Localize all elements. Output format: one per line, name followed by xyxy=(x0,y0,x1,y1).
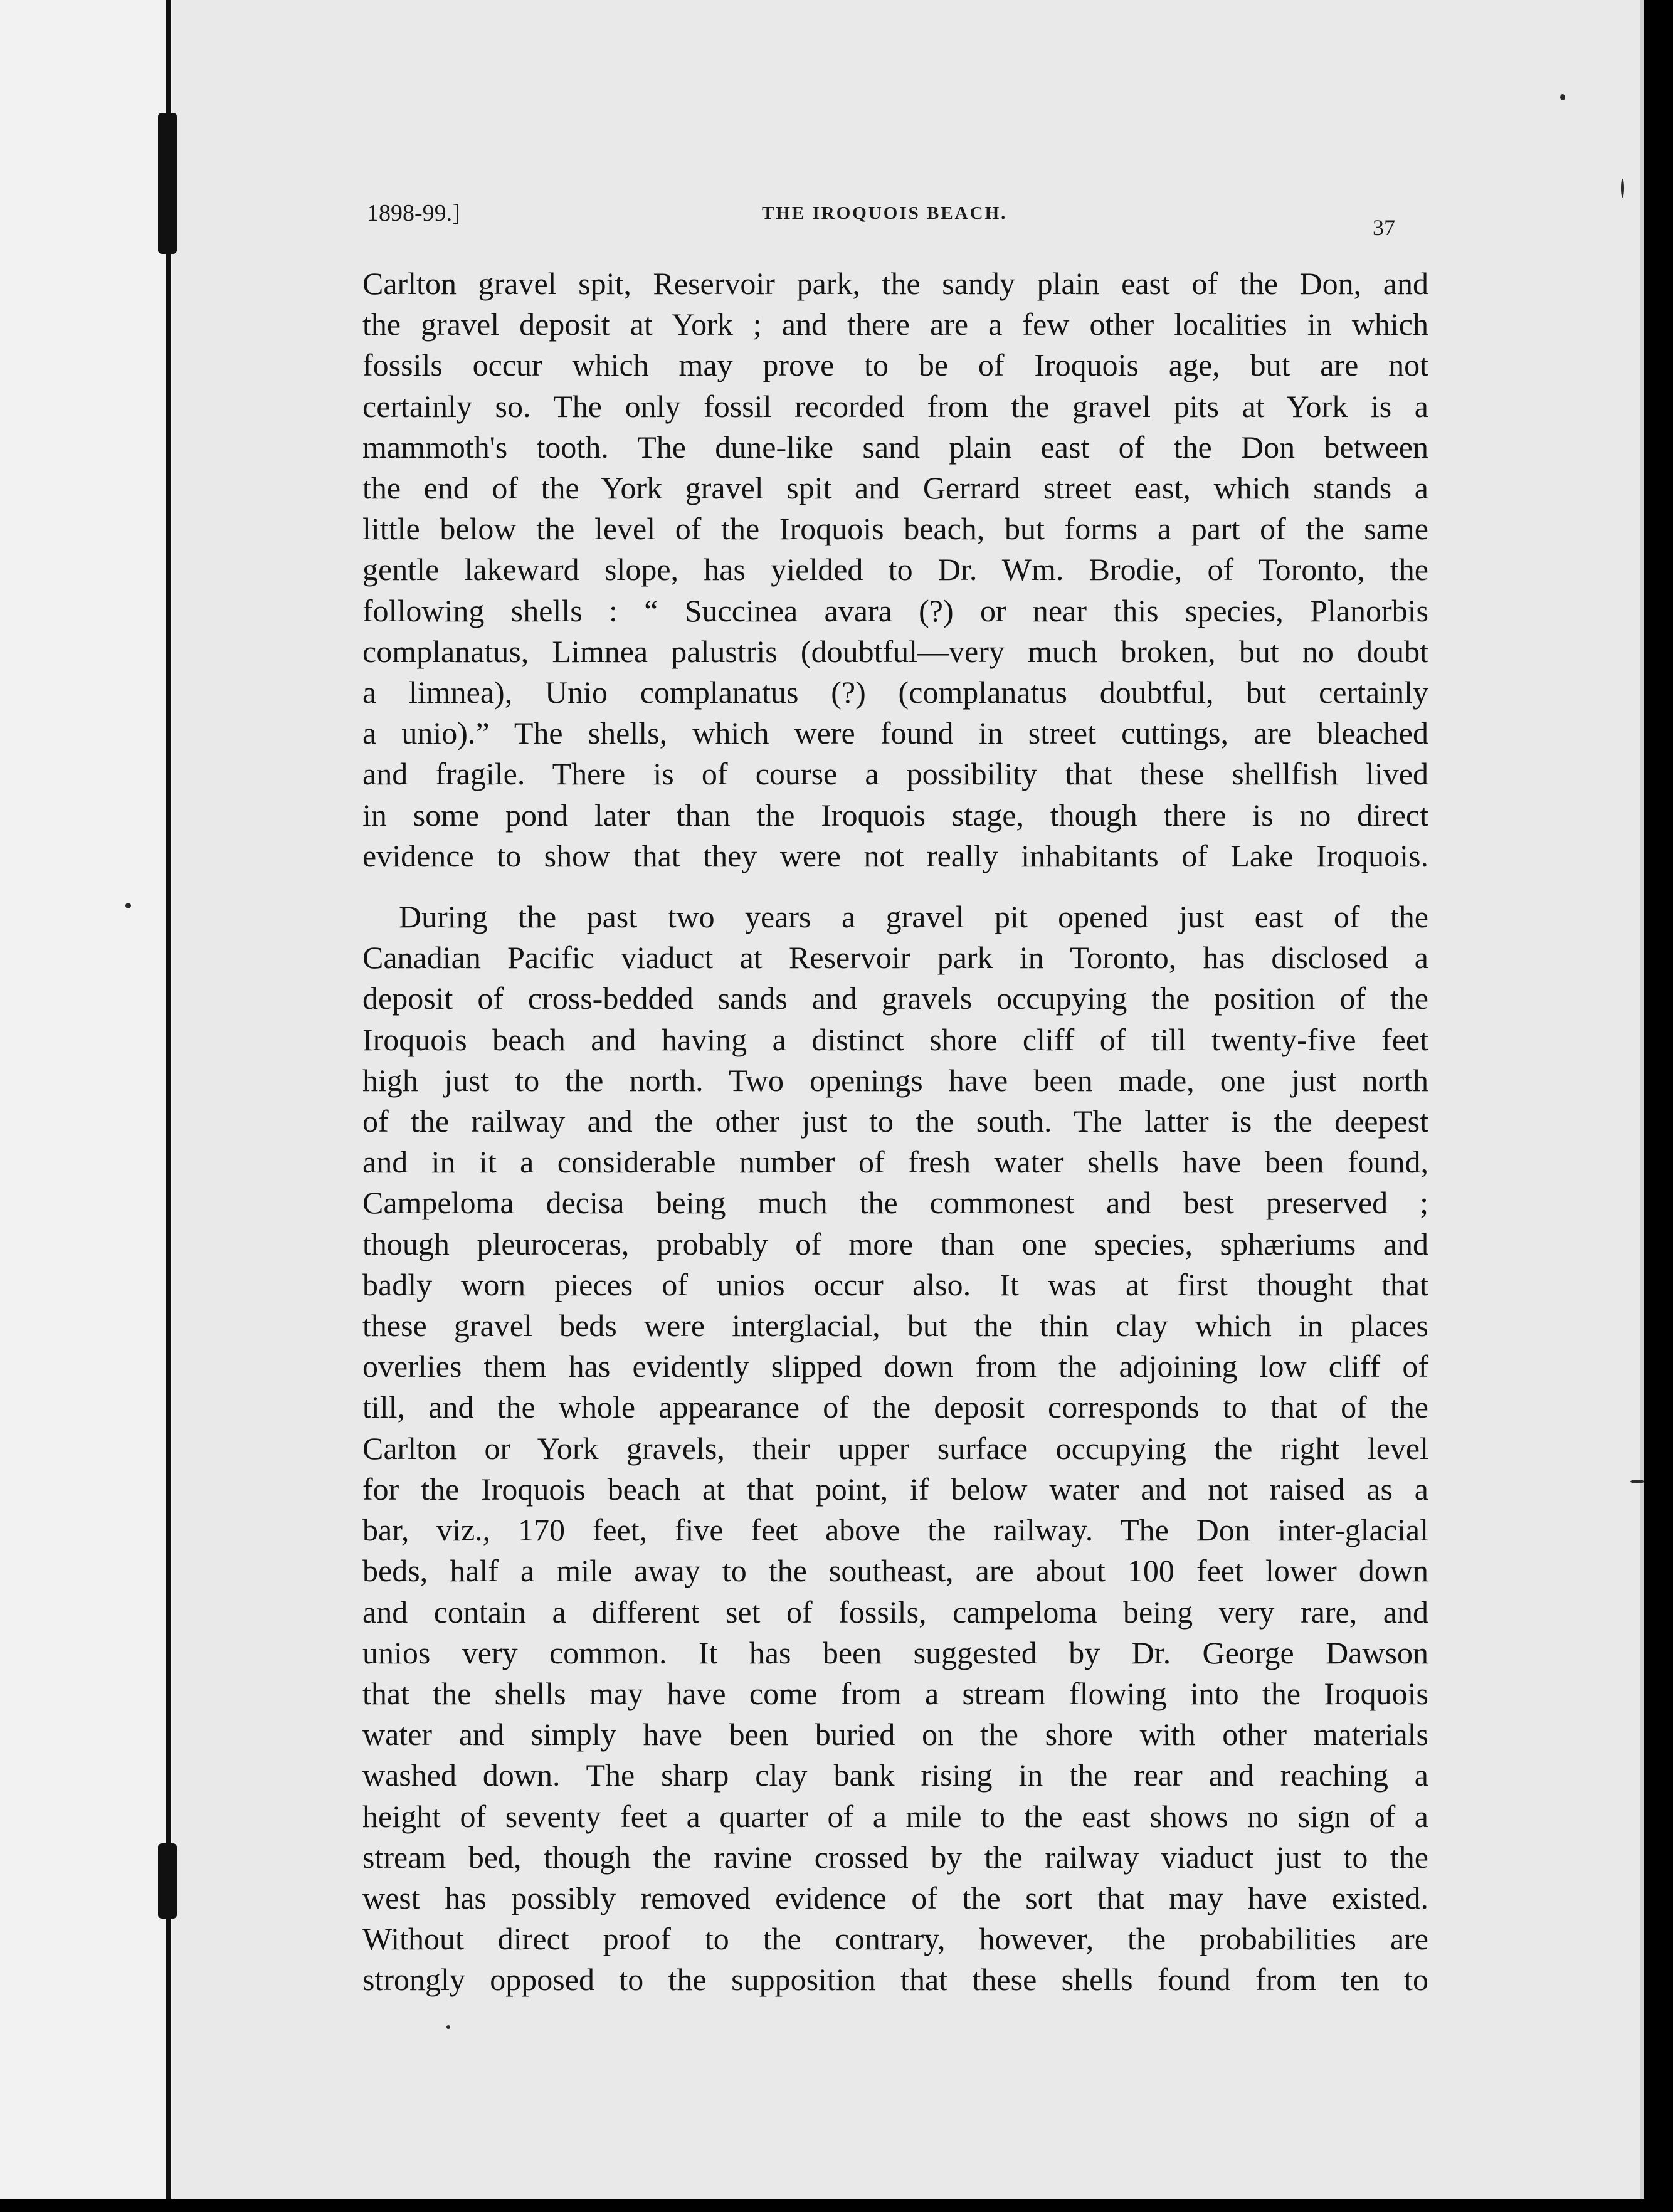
text-line: deposit of cross-bedded sands and gravels occupying the position of the xyxy=(362,981,1428,1016)
text-line: Canadian Pacific viaduct at Reservoir park in Toronto, has disclosed a xyxy=(362,940,1428,976)
text-line: the gravel deposit at York ; and there are a few other localities in which xyxy=(362,307,1428,342)
text-line: that the shells may have come from a stream flowing into the Iroquois xyxy=(362,1675,1428,1711)
text-line: and in it a considerable number of fresh water shells have been found, xyxy=(362,1144,1428,1180)
text-line: complanatus, Limnea palustris (doubtful—very much broken, but no doubt xyxy=(362,633,1428,669)
text-line: for the Iroquois beach at that point, if below water and not raised as a xyxy=(362,1471,1428,1507)
text-line: Without direct proof to the contrary, however, the probabilities are xyxy=(362,1921,1428,1957)
text-line: water and simply have been buried on the shore with other materials xyxy=(362,1717,1428,1752)
scan-speck xyxy=(125,903,131,908)
text-line: evidence to show that they were not really inhabitants of Lake Iroquois. xyxy=(362,838,1428,873)
text-line: certainly so. The only fossil recorded from the gravel pits at York is a xyxy=(362,388,1428,424)
scan-speck xyxy=(446,2025,450,2029)
text-line: these gravel beds were interglacial, but the thin clay which in places xyxy=(362,1308,1428,1344)
binding-mark xyxy=(158,166,177,254)
paragraph-gap xyxy=(362,877,1428,897)
paragraph xyxy=(362,263,1428,877)
scan-speck xyxy=(1560,94,1565,100)
text-line: Campeloma decisa being much the commonest and best preserved ; xyxy=(362,1185,1428,1221)
text-line: the end of the York gravel spit and Gerrard street east, which stands a xyxy=(362,470,1428,506)
text-line: a unio).” The shells, which were found in street cuttings, are bleached xyxy=(362,715,1428,751)
text-line: west has possibly removed evidence of the sort that may have existed. xyxy=(362,1880,1428,1915)
scan-speck xyxy=(1630,1480,1644,1483)
text-line: Carlton gravel spit, Reservoir park, the sandy plain east of the Don, and xyxy=(362,266,1428,301)
running-title: THE IROQUOIS BEACH. xyxy=(762,203,1008,223)
text-line: and fragile. There is of course a possibility that these shellfish lived xyxy=(362,756,1428,792)
text-line: till, and the whole appearance of the deposit corresponds to that of the xyxy=(362,1389,1428,1425)
text-line: and contain a different set of fossils, campeloma being very rare, and xyxy=(362,1594,1428,1630)
text-line: high just to the north. Two openings have been made, one just north xyxy=(362,1062,1428,1098)
text-line: height of seventy feet a quarter of a mile to the east shows no sign of a xyxy=(362,1798,1428,1834)
text-line: stream bed, though the ravine crossed by the railway viaduct just to the xyxy=(362,1839,1428,1875)
text-line: a limnea), Unio complanatus (?) (complanatus doubtful, but certainly xyxy=(362,675,1428,710)
text-line: little below the level of the Iroquois beach, but forms a part of the same xyxy=(362,511,1428,547)
scan-speck xyxy=(1621,179,1624,198)
text-line: washed down. The sharp clay bank rising in the rear and reaching a xyxy=(362,1757,1428,1793)
paragraph xyxy=(362,897,1428,2000)
binding-mark xyxy=(158,1843,177,1919)
text-line: mammoth's tooth. The dune-like sand plain east of the Don between xyxy=(362,429,1428,465)
text-line: Carlton or York gravels, their upper surface occupying the right level xyxy=(362,1430,1428,1466)
text-line: in some pond later than the Iroquois stage, though there is no direct xyxy=(362,797,1428,833)
binding-gutter xyxy=(0,0,172,2199)
running-date: 1898-99.] xyxy=(367,200,460,226)
text-line: Iroquois beach and having a distinct shore cliff of till twenty-five feet xyxy=(362,1021,1428,1057)
text-line: strongly opposed to the supposition that these shells found from ten to xyxy=(362,1962,1428,1998)
text-line: fossils occur which may prove to be of Iroquois age, but are not xyxy=(362,347,1428,383)
page-number: 37 xyxy=(1373,215,1395,240)
text-line: gentle lakeward slope, has yielded to Dr. Wm. Brodie, of Toronto, the xyxy=(362,552,1428,587)
text-line: During the past two years a gravel pit opened just east of the xyxy=(399,899,1428,935)
text-line: of the railway and the other just to the south. The latter is the deepest xyxy=(362,1103,1428,1139)
text-line: beds, half a mile away to the southeast, are about 100 feet lower down xyxy=(362,1553,1428,1589)
text-line: badly worn pieces of unios occur also. It was at first thought that xyxy=(362,1267,1428,1302)
text-line: overlies them has evidently slipped down from the adjoining low cliff of xyxy=(362,1349,1428,1384)
body-text xyxy=(362,263,1428,2001)
text-line: though pleuroceras, probably of more than one species, sphæriums and xyxy=(362,1226,1428,1261)
text-line: following shells : “ Succinea avara (?) or near this species, Planorbis xyxy=(362,592,1428,628)
running-header xyxy=(367,199,1395,240)
page-edge xyxy=(1640,0,1644,2199)
text-line: bar, viz., 170 feet, five feet above the railway. The Don inter-glacial xyxy=(362,1512,1428,1548)
text-line: unios very common. It has been suggested by Dr. George Dawson xyxy=(362,1635,1428,1670)
